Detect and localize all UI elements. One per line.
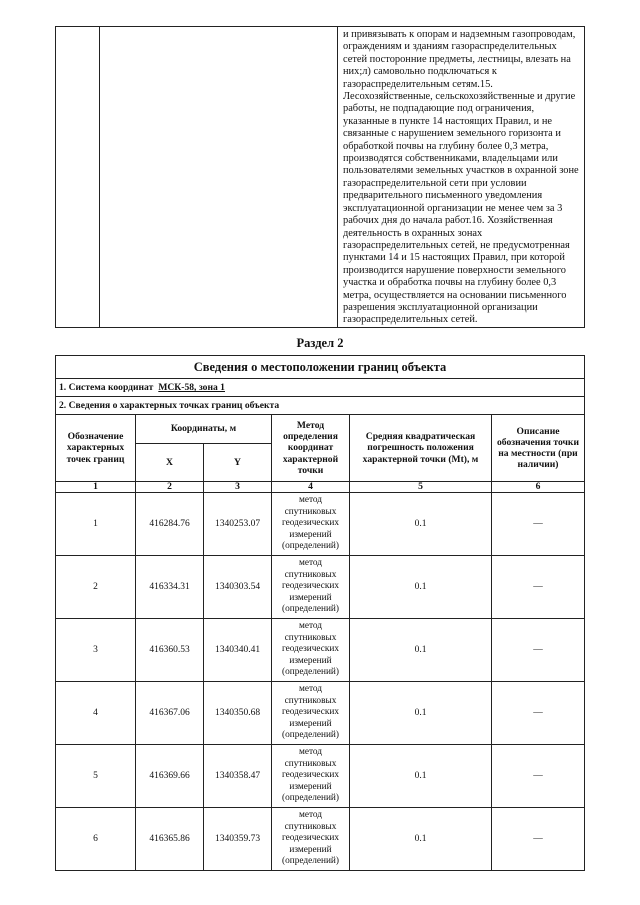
- header-description: Описание обозначения точки на местности (при наличии): [492, 415, 585, 482]
- continuation-text: и привязывать к опорам и надземным газопроводам, ограждениям и зданиям газораспределительных сетей посторонние предметы, лестницы, влезать на них;л) самовольно подключаться к газораспределительным сетям.15. Лесохозяйственные, сельскохозяйственные и другие работы, не подпадающие под ограничения, указанные в пункте 14 настоящих Правил, и не связанные с нарушением земельного горизонта и обработкой почвы на глубину более 0,3 метра, производятся собственниками, владельцами или пользователями земельных участков в охранной зоне газораспределительной сети при условии предварительного письменного уведомления эксплуатационной организации не менее чем за 3 рабочих дня до начала работ.16. Хозяйственная деятельность в охранных зонах газораспределительных сетей, не предусмотренная пунктами 14 и 15 настоящих Правил, при которой производится нарушение поверхности земельного участка и обработка почвы на глубину более 0,3 метра, осуществляется на основании письменного разрешения эксплуатационной организации газораспределительных сетей.: [343, 29, 579, 326]
- accuracy: 0.1: [350, 556, 492, 619]
- table-row: [56, 808, 585, 871]
- header-y: Y: [204, 444, 272, 482]
- accuracy: 0.1: [350, 682, 492, 745]
- accuracy: 0.1: [350, 745, 492, 808]
- table-row: [56, 493, 585, 556]
- coord-x: 416284.76: [136, 493, 204, 556]
- method: метод спутниковых геодезических измерений (определений): [272, 745, 350, 808]
- coord-system-value: МСК-58, зона 1: [158, 382, 225, 393]
- points-section-label: 2. Сведения о характерных точках границ объекта: [56, 397, 585, 415]
- continuation-cell-2: [100, 27, 338, 328]
- table-row: [56, 682, 585, 745]
- accuracy: 0.1: [350, 493, 492, 556]
- table-row: [56, 556, 585, 619]
- coord-y: 1340350.68: [204, 682, 272, 745]
- col-number: 6: [492, 482, 585, 493]
- coord-y: 1340340.41: [204, 619, 272, 682]
- column-numbers-row: [56, 482, 585, 493]
- col-number: 2: [136, 482, 204, 493]
- table-row: [56, 619, 585, 682]
- coord-system-label: 1. Система координат: [59, 382, 154, 393]
- coord-y: 1340253.07: [204, 493, 272, 556]
- section-title: Раздел 2: [296, 336, 344, 350]
- col-number: 4: [272, 482, 350, 493]
- continuation-cell-3: [338, 27, 585, 328]
- boundary-points-table: [55, 355, 585, 871]
- accuracy: 0.1: [350, 619, 492, 682]
- description: —: [492, 619, 585, 682]
- table-row: [56, 745, 585, 808]
- col-number: 1: [56, 482, 136, 493]
- coord-x: 416365.86: [136, 808, 204, 871]
- continuation-table: [55, 26, 585, 328]
- col-number: 3: [204, 482, 272, 493]
- description: —: [492, 808, 585, 871]
- coord-x: 416369.66: [136, 745, 204, 808]
- accuracy: 0.1: [350, 808, 492, 871]
- coord-y: 1340358.47: [204, 745, 272, 808]
- continuation-row: [56, 27, 585, 328]
- point-number: 6: [56, 808, 136, 871]
- continuation-cell-1: [56, 27, 100, 328]
- header-point: Обозначение характерных точек границ: [56, 415, 136, 482]
- point-number: 5: [56, 745, 136, 808]
- point-number: 1: [56, 493, 136, 556]
- table-title: Сведения о местоположении границ объекта: [56, 356, 585, 379]
- description: —: [492, 556, 585, 619]
- method: метод спутниковых геодезических измерений (определений): [272, 556, 350, 619]
- coord-y: 1340359.73: [204, 808, 272, 871]
- header-accuracy: Средняя квадратическая погрешность положения характерной точки (Mt), м: [350, 415, 492, 482]
- coord-y: 1340303.54: [204, 556, 272, 619]
- description: —: [492, 682, 585, 745]
- coord-x: 416360.53: [136, 619, 204, 682]
- point-number: 2: [56, 556, 136, 619]
- method: метод спутниковых геодезических измерений (определений): [272, 619, 350, 682]
- col-number: 5: [350, 482, 492, 493]
- description: —: [492, 493, 585, 556]
- method: метод спутниковых геодезических измерений (определений): [272, 493, 350, 556]
- point-number: 3: [56, 619, 136, 682]
- header-x: X: [136, 444, 204, 482]
- method: метод спутниковых геодезических измерений (определений): [272, 682, 350, 745]
- point-number: 4: [56, 682, 136, 745]
- header-method: Метод определения координат характерной точки: [272, 415, 350, 482]
- method: метод спутниковых геодезических измерений (определений): [272, 808, 350, 871]
- coord-system-row: [56, 379, 585, 397]
- description: —: [492, 745, 585, 808]
- header-coords: Координаты, м: [136, 415, 272, 444]
- coord-x: 416334.31: [136, 556, 204, 619]
- coord-x: 416367.06: [136, 682, 204, 745]
